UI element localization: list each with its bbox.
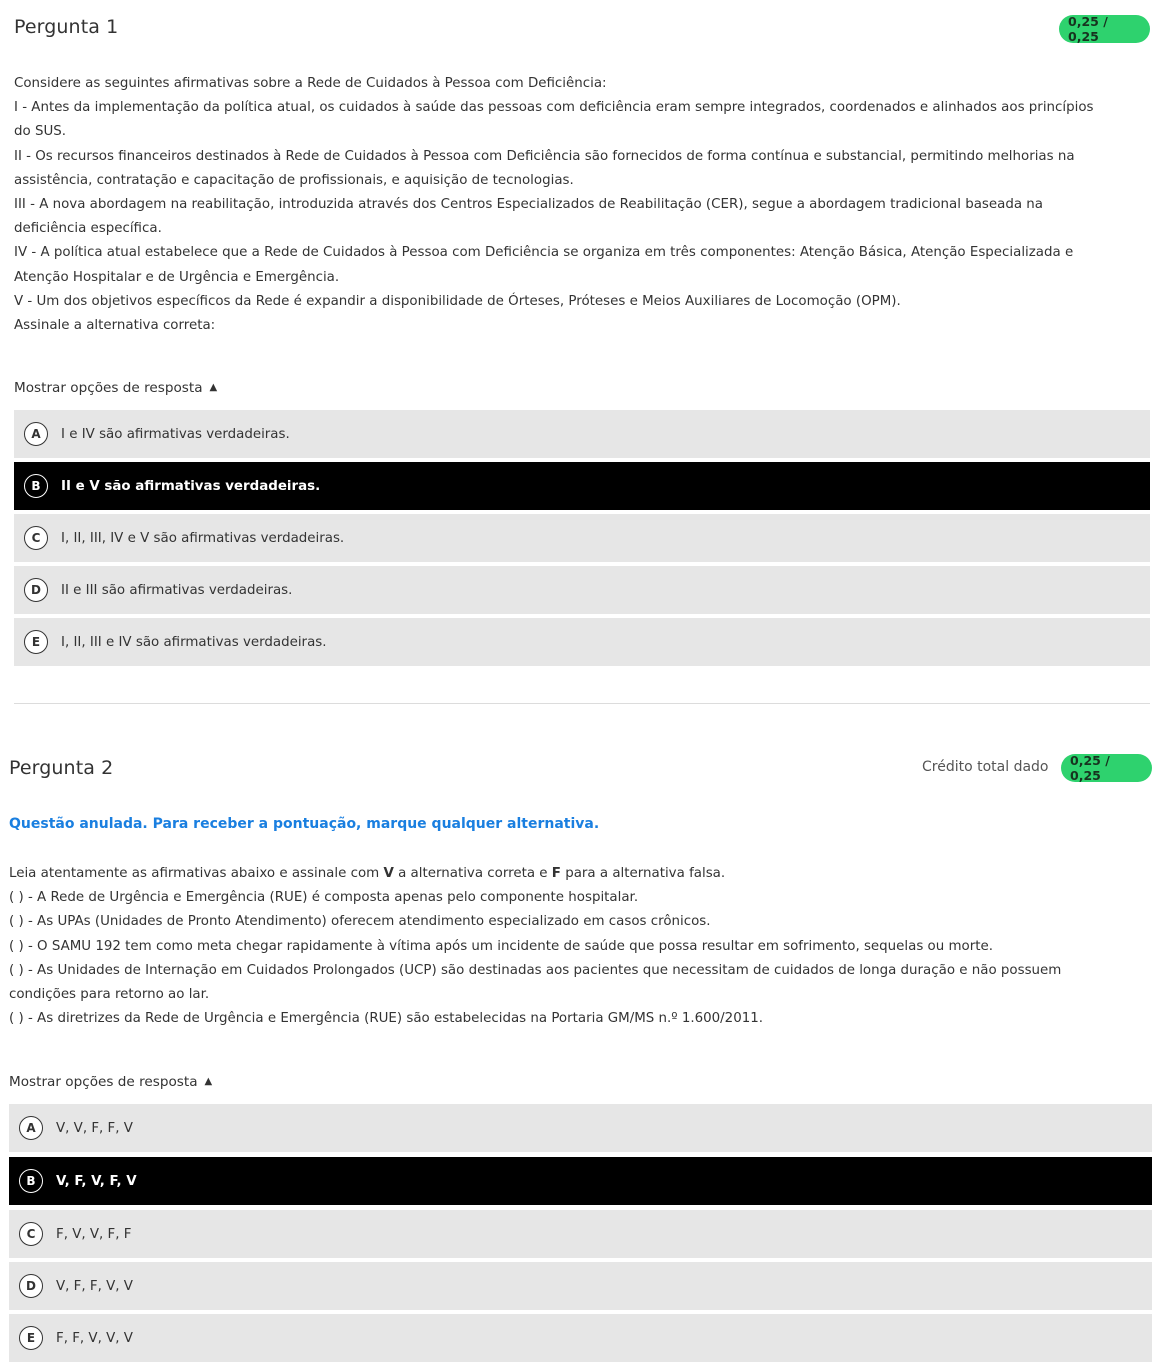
show-answer-options-toggle[interactable] [9, 1074, 212, 1090]
statement-line: V - Um dos objetivos específicos da Rede é expandir a disponibilidade de Órteses, Próteses e Meios Auxiliares de Locomoção (OPM). [14, 293, 901, 309]
question-1-statement [14, 72, 1154, 338]
intro-line [9, 862, 1159, 886]
option-letter: E [24, 630, 48, 654]
chevron-up-icon: ▲ [204, 1075, 213, 1087]
option-letter: B [19, 1169, 43, 1193]
toggle-label: Mostrar opções de resposta [9, 1074, 198, 1090]
intro-text: para a alternativa falsa. [560, 866, 726, 881]
option-letter: D [19, 1274, 43, 1298]
question-1-title: Pergunta 1 [14, 16, 119, 38]
credit-status: Crédito total dado [922, 759, 1049, 775]
answer-option-e[interactable] [14, 618, 1150, 666]
statement-line: ( ) - As UPAs (Unidades de Pronto Atendimento) oferecem atendimento especializado em casos crônicos. [9, 914, 711, 930]
option-letter: B [24, 474, 48, 498]
option-text: I e IV são afirmativas verdadeiras. [61, 426, 290, 442]
option-text: I, II, III e IV são afirmativas verdadeiras. [61, 634, 327, 650]
answer-option-d[interactable] [14, 566, 1150, 614]
intro-text: a alternativa correta e [393, 866, 552, 881]
option-text: V, F, F, V, V [56, 1278, 133, 1294]
question-2-score-badge: 0,25 / 0,25 [1061, 754, 1152, 782]
statement-line: ( ) - O SAMU 192 tem como meta chegar rapidamente à vítima após um incidente de saúde que possa resultar em sofrimento, sequelas ou morte. [9, 938, 993, 954]
option-text: I, II, III, IV e V são afirmativas verdadeiras. [61, 530, 345, 546]
answer-option-a[interactable] [14, 410, 1150, 458]
option-text: II e III são afirmativas verdadeiras. [61, 582, 293, 598]
option-letter: E [19, 1326, 43, 1350]
option-letter: A [24, 422, 48, 446]
option-letter: C [19, 1222, 43, 1246]
answer-option-e[interactable] [9, 1314, 1152, 1362]
chevron-up-icon: ▲ [209, 381, 218, 393]
statement-line: condições para retorno ao lar. [9, 987, 210, 1003]
answer-option-b[interactable] [9, 1157, 1152, 1205]
statement-line: ( ) - A Rede de Urgência e Emergência (RUE) é composta apenas pelo componente hospitalar. [9, 890, 639, 906]
question-1-score-badge: 0,25 / 0,25 [1059, 15, 1150, 43]
answer-option-c[interactable] [9, 1210, 1152, 1258]
statement-line: III - A nova abordagem na reabilitação, introduzida através dos Centros Especializados de Reabilitação (CER), segue a abordagem tradicional baseada na [14, 197, 1043, 213]
answer-option-b[interactable] [14, 462, 1150, 510]
option-text: II e V são afirmativas verdadeiras. [61, 478, 321, 494]
option-letter: A [19, 1116, 43, 1140]
statement-line: deficiência específica. [14, 221, 162, 237]
answer-option-a[interactable] [9, 1104, 1152, 1152]
answer-option-c[interactable] [14, 514, 1150, 562]
option-text: V, V, F, F, V [56, 1120, 133, 1136]
option-letter: D [24, 578, 48, 602]
statement-line: Considere as seguintes afirmativas sobre a Rede de Cuidados à Pessoa com Deficiência: [14, 76, 607, 91]
statement-line: ( ) - As diretrizes da Rede de Urgência e Emergência (RUE) são estabelecidas na Portaria GM/MS n.º 1.600/2011. [9, 1011, 764, 1027]
toggle-label: Mostrar opções de resposta [14, 380, 203, 396]
statement-line: I - Antes da implementação da política atual, os cuidados à saúde das pessoas com deficiência eram sempre integrados, coordenados e alinhados aos princípios [14, 100, 1094, 116]
false-marker: F [551, 866, 561, 881]
statement-line: II - Os recursos financeiros destinados à Rede de Cuidados à Pessoa com Deficiência são fornecidos de forma contínua e substancial, permitindo melhorias na [14, 148, 1075, 164]
question-2-title: Pergunta 2 [9, 757, 114, 779]
statement-line: Atenção Hospitalar e de Urgência e Emergência. [14, 269, 340, 285]
option-text: V, F, V, F, V [56, 1173, 137, 1189]
option-text: F, F, V, V, V [56, 1330, 133, 1346]
annulled-notice: Questão anulada. Para receber a pontuação, marque qualquer alternativa. [9, 816, 600, 832]
option-letter: C [24, 526, 48, 550]
question-2-statement [9, 862, 1159, 1031]
intro-text: Leia atentamente as afirmativas abaixo e assinale com [9, 866, 384, 881]
statement-line: Assinale a alternativa correta: [14, 318, 216, 334]
statement-line: ( ) - As Unidades de Internação em Cuidados Prolongados (UCP) são destinadas aos pacientes que necessitam de cuidados de longa duração e não possuem [9, 962, 1062, 978]
true-marker: V [383, 866, 394, 881]
option-text: F, V, V, F, F [56, 1226, 132, 1242]
statement-line: do SUS. [14, 124, 67, 140]
statement-line: assistência, contratação e capacitação de profissionais, e aquisição de tecnologias. [14, 172, 574, 188]
show-answer-options-toggle[interactable] [14, 380, 217, 396]
statement-line: IV - A política atual estabelece que a Rede de Cuidados à Pessoa com Deficiência se organiza em três componentes: Atenção Básica, Atenção Especializada e [14, 245, 1074, 261]
question-divider [14, 703, 1150, 704]
answer-option-d[interactable] [9, 1262, 1152, 1310]
